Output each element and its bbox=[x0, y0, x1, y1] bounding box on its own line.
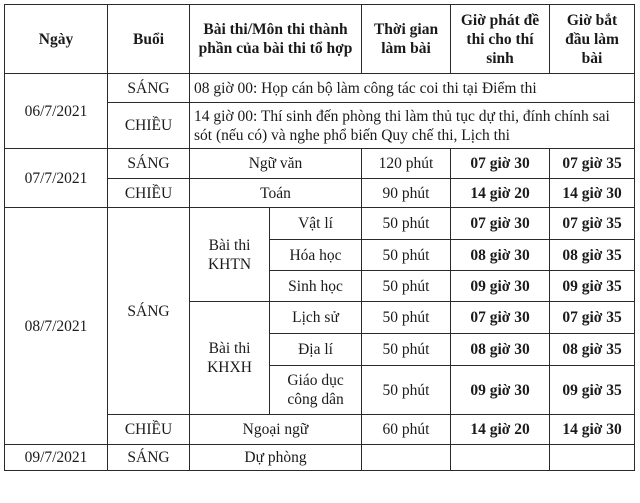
note-cell: 08 giờ 00: Họp cán bộ làm công tác coi thi tại Điểm thi bbox=[190, 74, 635, 103]
session-cell: CHIỀU bbox=[108, 415, 190, 445]
start-time-cell: 08 giờ 35 bbox=[550, 334, 635, 366]
start-time-cell: 14 giờ 30 bbox=[550, 179, 635, 208]
session-cell: CHIỀU bbox=[108, 179, 190, 208]
paper-time-cell: 09 giờ 30 bbox=[451, 271, 550, 302]
start-time-cell: 07 giờ 35 bbox=[550, 208, 635, 240]
duration-cell: 90 phút bbox=[362, 179, 451, 208]
header-row bbox=[5, 5, 635, 74]
start-time-cell: 08 giờ 35 bbox=[550, 240, 635, 271]
session-cell: CHIỀU bbox=[108, 103, 190, 149]
date-cell: 06/7/2021 bbox=[5, 74, 108, 149]
paper-time-cell: 14 giờ 20 bbox=[451, 415, 550, 445]
paper-time-cell: 14 giờ 20 bbox=[451, 179, 550, 208]
table-row bbox=[5, 208, 635, 240]
paper-time-cell: 07 giờ 30 bbox=[451, 208, 550, 240]
subject-cell: Ngữ văn bbox=[190, 149, 362, 179]
start-time-cell: 07 giờ 35 bbox=[550, 149, 635, 179]
session-cell: SÁNG bbox=[108, 208, 190, 415]
start-time-cell: 09 giờ 35 bbox=[550, 271, 635, 302]
table-row bbox=[5, 445, 635, 471]
session-cell: SÁNG bbox=[108, 149, 190, 179]
paper-time-cell: 07 giờ 30 bbox=[451, 302, 550, 334]
empty-cell bbox=[451, 445, 550, 471]
subject-cell: Vật lí bbox=[270, 208, 362, 240]
paper-time-cell: 09 giờ 30 bbox=[451, 366, 550, 415]
date-cell: 07/7/2021 bbox=[5, 149, 108, 208]
group-cell: Bài thi KHXH bbox=[190, 302, 270, 415]
header-duration: Thời gian làm bài bbox=[362, 5, 451, 74]
duration-cell: 50 phút bbox=[362, 271, 451, 302]
table-row bbox=[5, 74, 635, 103]
header-day: Ngày bbox=[5, 5, 108, 74]
subject-cell: Sinh học bbox=[270, 271, 362, 302]
duration-cell: 50 phút bbox=[362, 366, 451, 415]
header-start-time: Giờ bắt đầu làm bài bbox=[550, 5, 635, 74]
duration-cell: 120 phút bbox=[362, 149, 451, 179]
subject-cell: Giáo dục công dân bbox=[270, 366, 362, 415]
start-time-cell: 09 giờ 35 bbox=[550, 366, 635, 415]
subject-cell: Ngoại ngữ bbox=[190, 415, 362, 445]
session-cell: SÁNG bbox=[108, 74, 190, 103]
duration-cell: 50 phút bbox=[362, 302, 451, 334]
header-subject: Bài thi/Môn thi thành phần của bài thi tổ hợp bbox=[190, 5, 362, 74]
duration-cell: 60 phút bbox=[362, 415, 451, 445]
session-cell: SÁNG bbox=[108, 445, 190, 471]
date-cell: 09/7/2021 bbox=[5, 445, 108, 471]
note-cell: 14 giờ 00: Thí sinh đến phòng thi làm thủ tục dự thi, đính chính sai sót (nếu có) và nghe phổ biến Quy chế thi, Lịch thi bbox=[190, 103, 635, 149]
start-time-cell: 07 giờ 35 bbox=[550, 302, 635, 334]
paper-time-cell: 08 giờ 30 bbox=[451, 240, 550, 271]
duration-cell: 50 phút bbox=[362, 240, 451, 271]
subject-cell: Địa lí bbox=[270, 334, 362, 366]
group-cell: Bài thi KHTN bbox=[190, 208, 270, 302]
paper-time-cell: 07 giờ 30 bbox=[451, 149, 550, 179]
exam-schedule-table bbox=[4, 4, 635, 471]
header-session: Buổi bbox=[108, 5, 190, 74]
subject-cell: Toán bbox=[190, 179, 362, 208]
subject-cell: Lịch sử bbox=[270, 302, 362, 334]
date-cell: 08/7/2021 bbox=[5, 208, 108, 445]
start-time-cell: 14 giờ 30 bbox=[550, 415, 635, 445]
empty-cell bbox=[550, 445, 635, 471]
duration-cell: 50 phút bbox=[362, 334, 451, 366]
header-paper-time: Giờ phát đề thi cho thí sinh bbox=[451, 5, 550, 74]
empty-cell bbox=[362, 445, 451, 471]
subject-cell: Hóa học bbox=[270, 240, 362, 271]
duration-cell: 50 phút bbox=[362, 208, 451, 240]
table-row bbox=[5, 149, 635, 179]
paper-time-cell: 08 giờ 30 bbox=[451, 334, 550, 366]
subject-cell: Dự phòng bbox=[190, 445, 362, 471]
